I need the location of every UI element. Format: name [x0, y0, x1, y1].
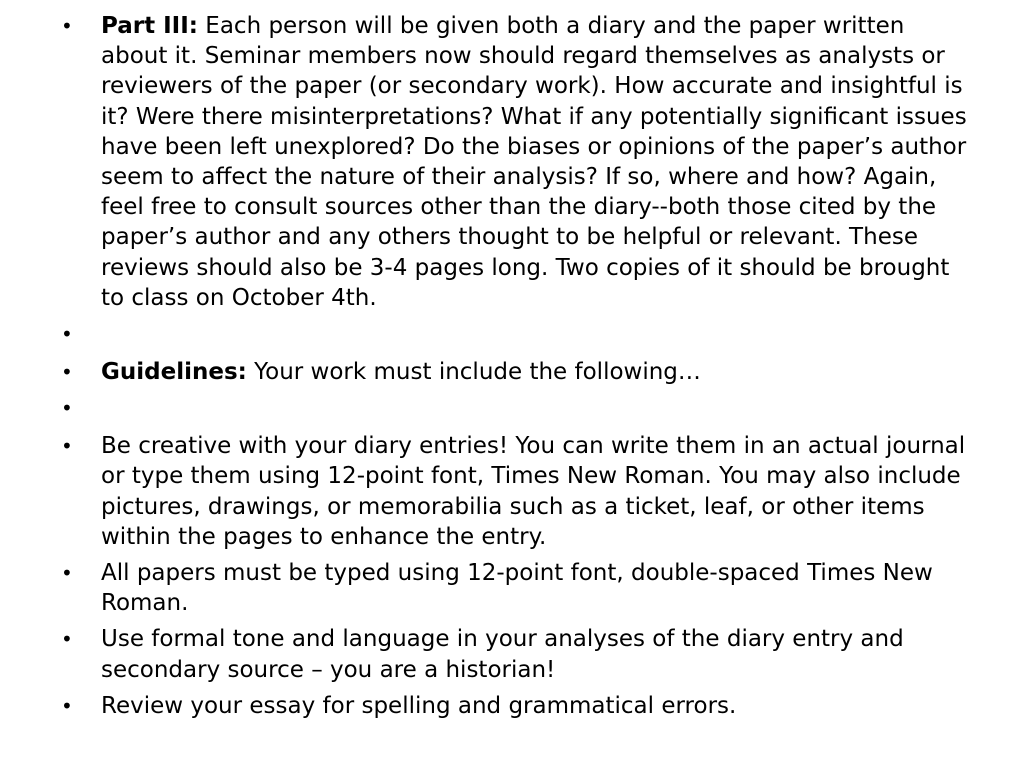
bullet-icon: •	[61, 693, 73, 718]
bullet-item-tone	[61, 624, 971, 684]
bullet-text-typed: All papers must be typed using 12-point font, double-spaced Times New Roman.	[101, 560, 933, 617]
bullet-text-part-iii: Each person will be given both a diary and the paper written about it. Seminar members now should regard themselves as analysts or reviewers of the paper (or secondary work). How accurate and insightful is it? Were there misinterpretations? What if any potentially significant issues have been left unexplored? Do the biases or opinions of the paper’s author seem to affect the nature of their analysis? If so, where and how? Again, feel free to consult sources other than the diary--both those cited by the paper’s author and any others thought to be helpful or relevant. These reviews should also be 3-4 pages long. Two copies of it should be brought to class on October 4th.	[101, 13, 967, 311]
bullet-icon: •	[61, 14, 73, 38]
bullet-icon: •	[61, 627, 73, 652]
bullet-lead-guidelines: Guidelines:	[101, 359, 247, 386]
bullet-item-creative	[61, 431, 971, 552]
bullet-text-guidelines: Your work must include the following…	[246, 359, 701, 386]
bullet-text-creative: Be creative with your diary entries! You can write them in an actual journal or type them using 12-point font, Times New Roman. You may also include pictures, drawings, or memorabilia such as a ticket, leaf, or other items within the pages to enhance the entry.	[101, 433, 966, 550]
bullet-item-typed	[61, 558, 971, 618]
bullet-item-guidelines	[61, 357, 971, 387]
bullet-item-part-iii	[61, 11, 971, 313]
bullet-icon: •	[61, 396, 73, 421]
bullet-text-tone: Use formal tone and language in your analyses of the diary entry and secondary source – you are a historian!	[101, 626, 904, 683]
bullet-lead-part-iii: Part III:	[101, 13, 198, 39]
bullet-text-review: Review your essay for spelling and grammatical errors.	[101, 692, 737, 719]
bullet-item-empty	[61, 393, 971, 423]
bullet-list	[61, 11, 971, 727]
bullet-item-empty	[61, 319, 971, 349]
bullet-icon: •	[61, 322, 73, 347]
bullet-icon: •	[61, 360, 73, 385]
bullet-item-review	[61, 691, 971, 721]
bullet-icon: •	[61, 434, 73, 459]
bullet-icon: •	[61, 561, 73, 586]
